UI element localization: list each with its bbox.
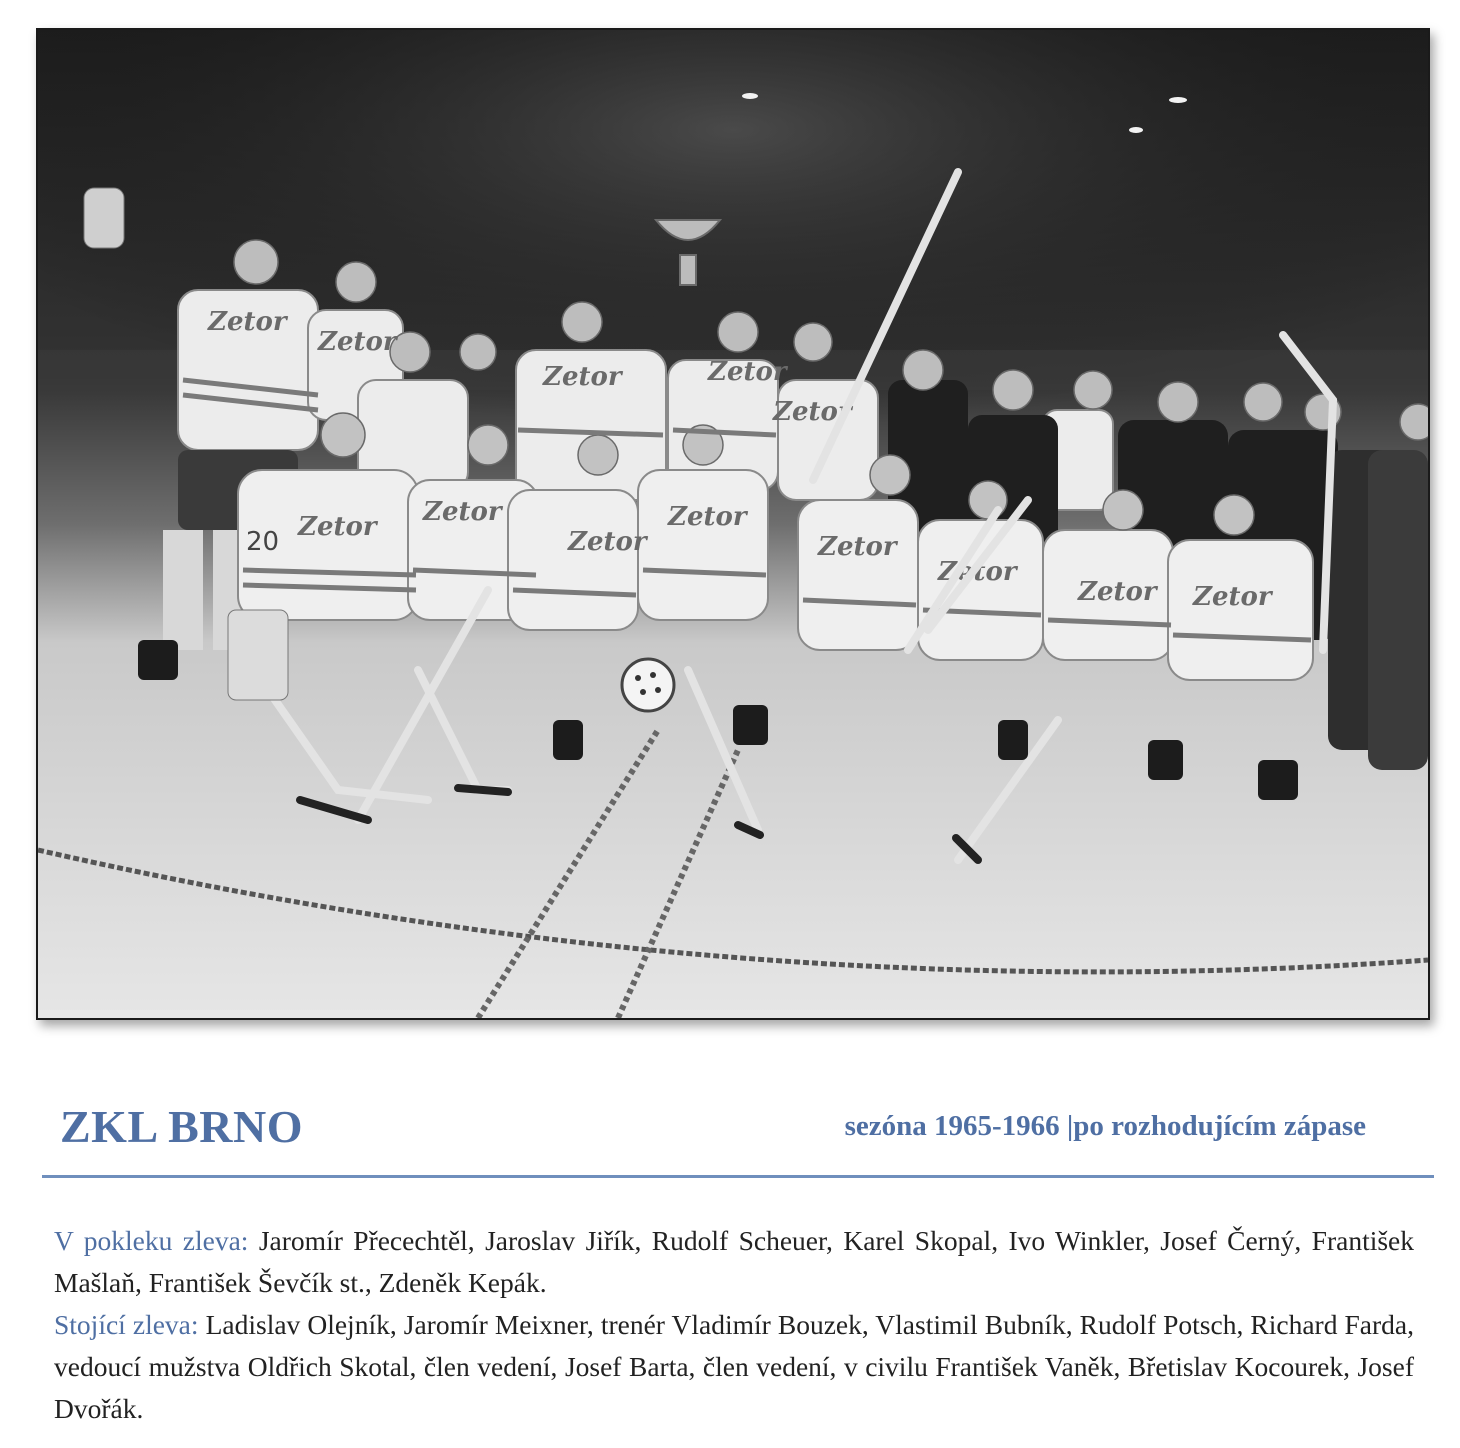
jersey-lettering: Zetor bbox=[773, 397, 852, 427]
jersey-lettering: Zetor bbox=[208, 307, 287, 337]
arena-light bbox=[1129, 127, 1143, 133]
jersey-lettering: Zetor bbox=[1078, 577, 1157, 607]
page-title: ZKL BRNO bbox=[60, 1101, 304, 1152]
season-subtitle: sezóna 1965-1966 |po rozhodujícím zápase bbox=[844, 1110, 1366, 1142]
standing-paragraph bbox=[54, 1304, 1414, 1430]
kneeling-paragraph bbox=[54, 1220, 1414, 1304]
jersey-lettering: Zetor bbox=[543, 362, 622, 392]
jersey-number: 20 bbox=[246, 527, 280, 557]
jersey-lettering: Zetor bbox=[423, 497, 502, 527]
jersey-lettering: Zetor bbox=[708, 357, 787, 387]
title-divider bbox=[42, 1175, 1434, 1178]
jersey-lettering: Zetor bbox=[1193, 582, 1272, 612]
kneeling-label: V pokleku zleva: bbox=[54, 1225, 249, 1256]
standing-label: Stojící zleva: bbox=[54, 1309, 199, 1340]
jersey-lettering: Zetor bbox=[298, 512, 377, 542]
player-caption bbox=[54, 1220, 1414, 1430]
raised-glove bbox=[84, 188, 124, 248]
jersey-lettering: Zetor bbox=[938, 557, 1017, 587]
team-photo-drawing bbox=[38, 30, 1428, 1018]
arena-light bbox=[742, 93, 758, 99]
helmet-on-ice bbox=[622, 659, 674, 711]
kneeling-names: Jaromír Přecechtěl, Jaroslav Jiřík, Rudolf Scheuer, Karel Skopal, Ivo Winkler, Josef Černý, František Mašlaň, František Ševčík st., Zdeněk Kepák. bbox=[54, 1225, 1415, 1298]
jersey-lettering: Zetor bbox=[568, 527, 647, 557]
jersey-lettering: Zetor bbox=[668, 502, 747, 532]
goalie-pad bbox=[228, 610, 288, 700]
arena-light bbox=[1169, 97, 1187, 103]
jersey-lettering: Zetor bbox=[318, 327, 397, 357]
standing-names: Ladislav Olejník, Jaromír Meixner, trenér Vladimír Bouzek, Vlastimil Bubník, Rudolf Potsch, Richard Farda, vedoucí mužstva Oldřich Skotal, člen vedení, Josef Barta, člen vedení, v civilu František Vaněk, Břetislav Kocourek, Josef Dvořák. bbox=[54, 1309, 1414, 1424]
jersey-lettering: Zetor bbox=[818, 532, 897, 562]
team-photo bbox=[36, 28, 1430, 1020]
